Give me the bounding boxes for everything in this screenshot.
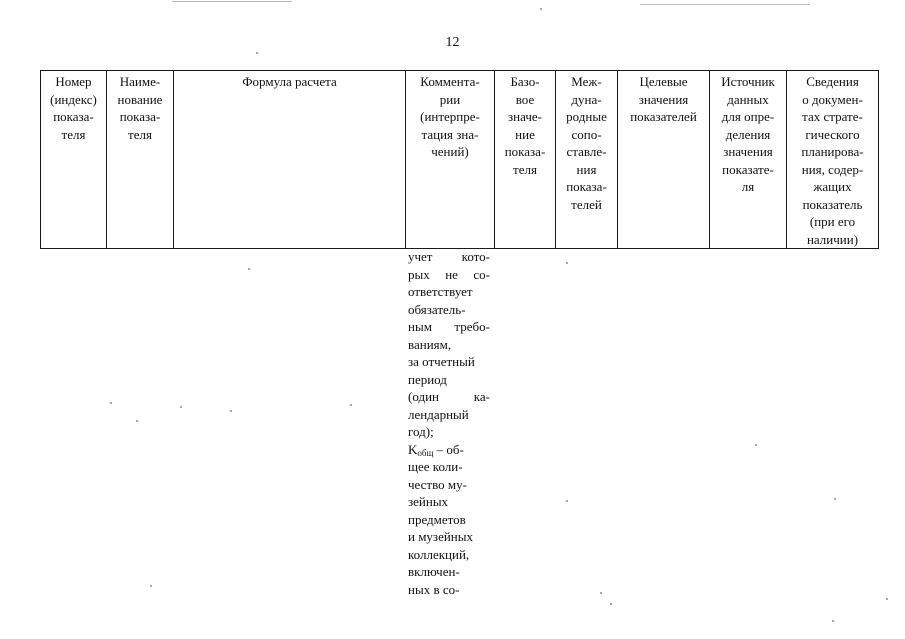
- comment-line: ответствует: [408, 284, 473, 299]
- comment-line: период: [408, 371, 447, 387]
- comment-line: (один ка-: [408, 389, 490, 404]
- header-cell-indicator-number: Номер (индекс) показа- теля: [41, 71, 107, 249]
- comment-line: предметов: [408, 511, 466, 527]
- header-cell-indicator-name: Наиме- нование показа- теля: [107, 71, 174, 249]
- k-symbol: K: [408, 441, 418, 457]
- scan-speck: [610, 603, 612, 605]
- k-definition: – об-: [433, 441, 464, 457]
- scan-artifact-line: [640, 4, 810, 5]
- comment-line: рых не со-: [408, 266, 490, 282]
- scan-speck: [566, 262, 568, 264]
- comment-line: чество му-: [408, 476, 467, 492]
- comment-line: щее коли-: [408, 459, 463, 474]
- comment-line: коллекций,: [408, 546, 470, 562]
- scan-artifact-line: [172, 1, 292, 2]
- scan-speck: [136, 420, 138, 422]
- comment-continuation-text: [408, 248, 490, 598]
- header-cell-comments: Коммента- рии (интерпре- тация зна- чений): [406, 71, 495, 249]
- comment-line: учет кото-: [408, 249, 490, 264]
- scan-speck: [256, 52, 258, 54]
- header-cell-international-comparison: Меж- дуна- родные сопо- ставле- ния показа- телей: [556, 71, 618, 249]
- comment-line: за отчетный: [408, 354, 475, 369]
- header-cell-base-value: Базо- вое значе- ние показа- теля: [495, 71, 556, 249]
- comment-line: включен-: [408, 564, 460, 579]
- comment-line: и музейных: [408, 529, 473, 544]
- comment-line-k-total: [408, 441, 490, 459]
- header-cell-strategic-documents: Сведения о докумен- тах страте- гического планирова- ния, содер- жащих показатель (при его наличии): [787, 71, 879, 249]
- k-subscript: общ: [417, 447, 434, 458]
- comment-line: зейных: [408, 494, 449, 509]
- comment-line: лендарный: [408, 406, 469, 422]
- scan-speck: [832, 620, 834, 622]
- scan-speck: [230, 410, 232, 412]
- comment-line: ных в со-: [408, 581, 460, 597]
- scan-speck: [600, 592, 602, 594]
- scan-speck: [566, 500, 568, 502]
- scan-speck: [248, 268, 250, 270]
- page-number: 12: [445, 35, 460, 50]
- scan-speck: [150, 585, 152, 587]
- comment-line: ным требо-: [408, 319, 490, 334]
- scan-speck: [110, 402, 112, 404]
- table-header-row: [41, 71, 879, 249]
- comment-line: год);: [408, 424, 434, 439]
- header-cell-data-source: Источник данных для опре- деления значения показате- ля: [710, 71, 787, 249]
- header-cell-calculation-formula: Формула расчета: [174, 71, 406, 249]
- comment-line: обязатель-: [408, 301, 466, 317]
- indicator-table-header: [40, 70, 879, 249]
- header-cell-target-values: Целевые значения показателей: [618, 71, 710, 249]
- comment-line: ваниям,: [408, 336, 452, 352]
- scan-speck: [180, 406, 182, 408]
- scan-speck: [834, 498, 836, 500]
- scan-speck: [540, 8, 542, 10]
- scan-speck: [755, 444, 757, 446]
- scan-speck: [886, 598, 888, 600]
- scan-speck: [350, 404, 352, 406]
